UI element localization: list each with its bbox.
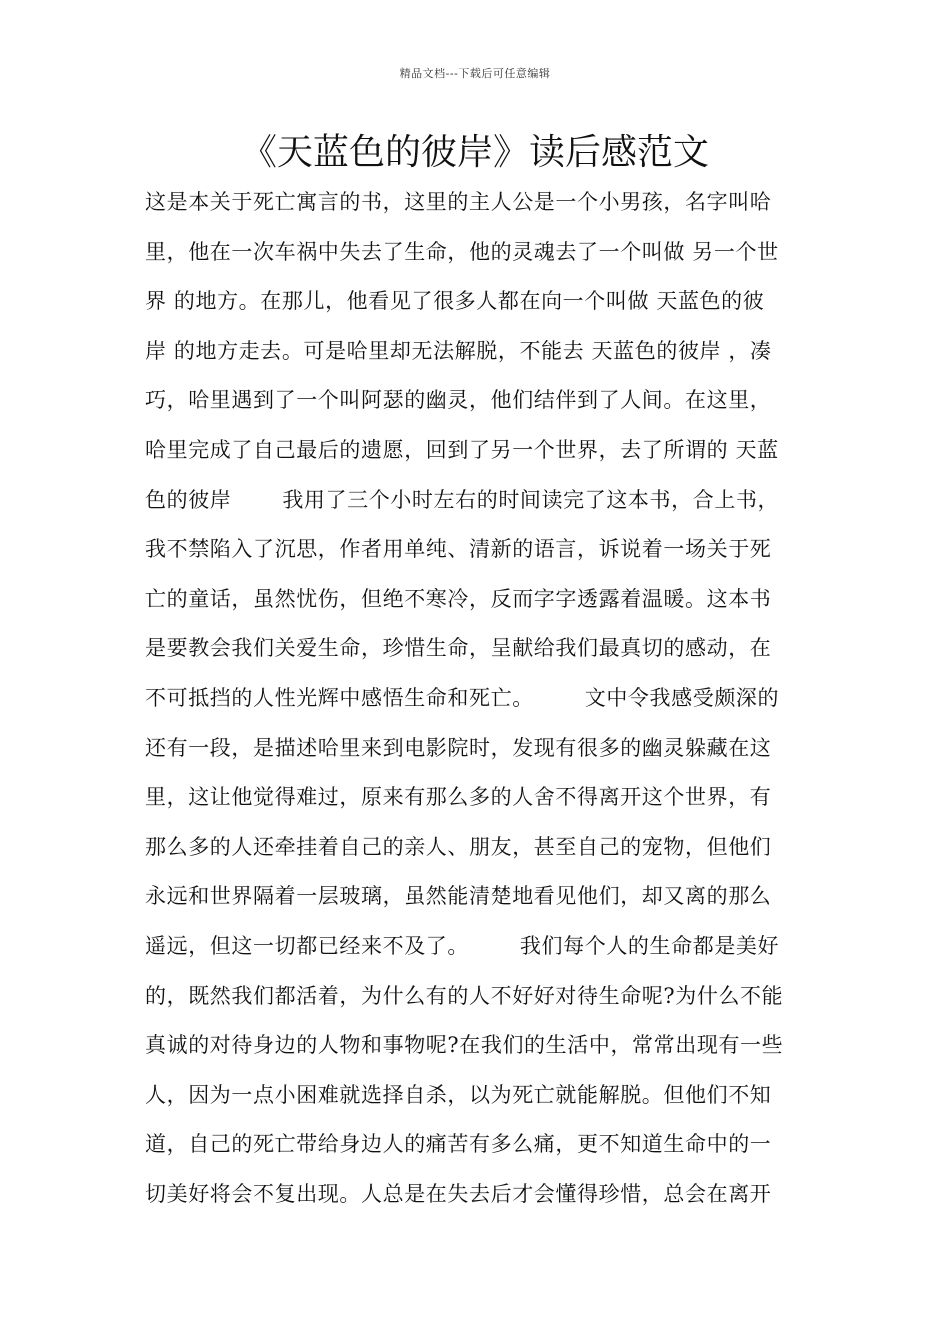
text-line: 真诚的对待身边的人物和事物呢?在我们的生活中，常常出现有一些 <box>145 1033 784 1058</box>
text-line: 遥远，但这一切都已经来不及了。 我们每个人的生命都是美好 <box>145 933 780 958</box>
text-line: 的，既然我们都活着，为什么有的人不好好对待生命呢?为什么不能 <box>145 983 784 1008</box>
text-line: 界 的地方。在那儿，他看见了很多人都在向一个叫做 天蓝色的彼 <box>145 289 765 314</box>
text-line: 我不禁陷入了沉思，作者用单纯、清新的语言，诉说着一场关于死 <box>145 537 772 562</box>
text-line: 哈里完成了自己最后的遗愿，回到了另一个世界，去了所谓的 天蓝 <box>145 437 779 462</box>
text-line: 岸 的地方走去。可是哈里却无法解脱，不能去 天蓝色的彼岸 ，凑 <box>145 338 772 363</box>
header-note: 精品文档---下载后可任意编辑 <box>399 67 551 80</box>
text-line: 不可抵挡的人性光辉中感悟生命和死亡。 文中令我感受颇深的 <box>145 685 780 710</box>
text-line: 人，因为一点小困难就选择自杀，以为死亡就能解脱。但他们不知 <box>145 1082 772 1107</box>
text-line: 里，这让他觉得难过，原来有那么多的人舍不得离开这个世界，有 <box>145 785 772 810</box>
text-line: 色的彼岸 我用了三个小时左右的时间读完了这本书，合上书， <box>145 487 780 512</box>
text-line: 切美好将会不复出现。人总是在失去后才会懂得珍惜，总会在离开 <box>145 1181 772 1206</box>
body-text <box>145 178 825 1219</box>
text-line: 这是本关于死亡寓言的书，这里的主人公是一个小男孩，名字叫哈 <box>145 190 772 214</box>
text-line: 巧，哈里遇到了一个叫阿瑟的幽灵，他们结伴到了人间。在这里， <box>145 388 772 413</box>
text-line: 里，他在一次车祸中失去了生命，他的灵魂去了一个叫做 另一个世 <box>145 239 779 264</box>
text-line: 道，自己的死亡带给身边人的痛苦有多么痛，更不知道生命中的一 <box>145 1132 772 1157</box>
text-line: 是要教会我们关爱生命，珍惜生命，呈献给我们最真切的感动，在 <box>145 636 772 661</box>
text-line: 亡的童话，虽然忧伤，但绝不寒冷，反而字字透露着温暖。这本书 <box>145 586 772 611</box>
text-line: 还有一段，是描述哈里来到电影院时，发现有很多的幽灵躲藏在这 <box>145 735 772 760</box>
document-title: 《天蓝色的彼岸》读后感范文 <box>240 132 709 173</box>
text-line: 那么多的人还牵挂着自己的亲人、朋友，甚至自己的宠物，但他们 <box>145 834 772 859</box>
text-line: 永远和世界隔着一层玻璃，虽然能清楚地看见他们，却又离的那么 <box>145 884 772 909</box>
